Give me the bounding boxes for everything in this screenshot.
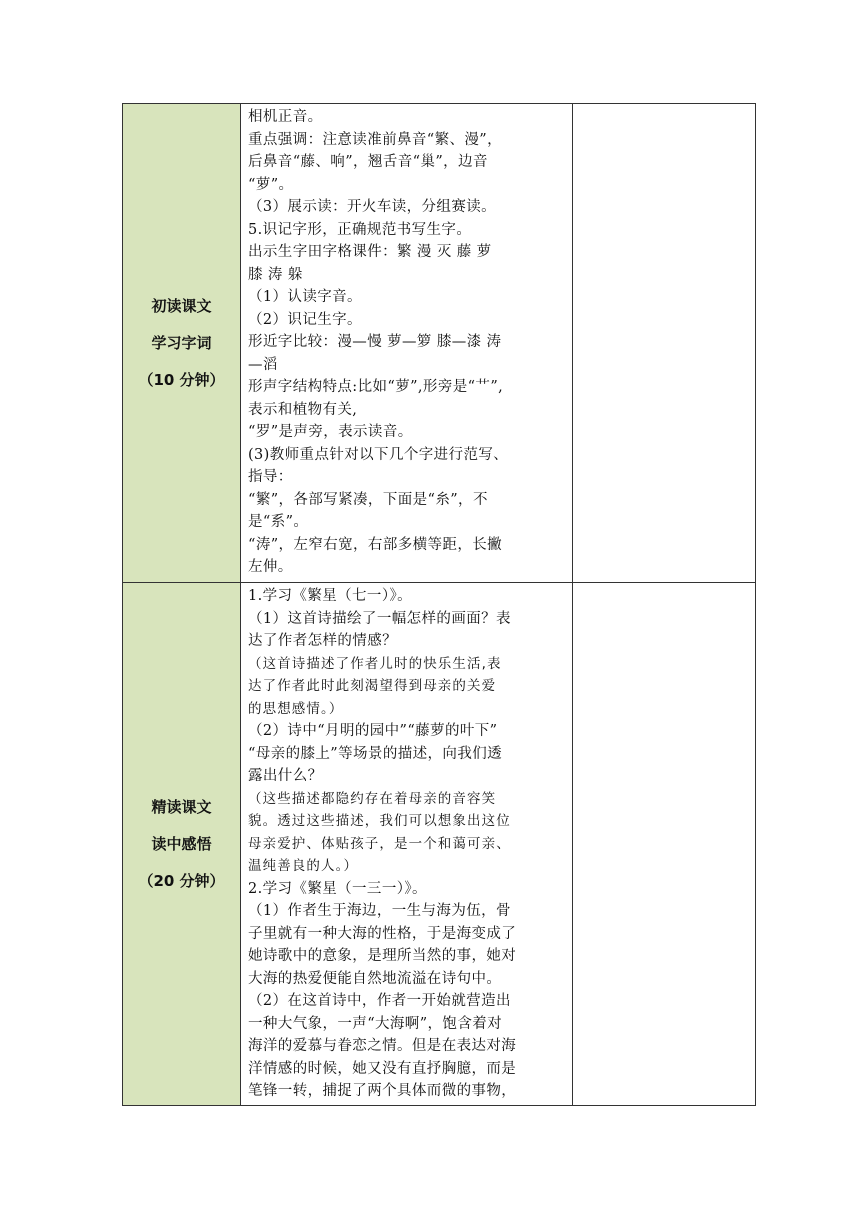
- content-line: 指导：: [248, 469, 293, 485]
- content-line: 笔锋一转，捕捉了两个具体而微的事物，: [248, 1083, 517, 1099]
- content-line: 露出什么？: [248, 768, 323, 784]
- content-line: 形声字结构特点:比如“萝”,形旁是“艹”,: [248, 379, 504, 395]
- content-line: 一种大气象，一声“大海啊”，饱含着对: [248, 1015, 503, 1032]
- content-line: 左伸。: [248, 559, 293, 575]
- content-line: 2.学习《繁星（一三一）》。: [248, 880, 427, 897]
- answer-line: 的思想感情。）: [248, 700, 344, 717]
- answer-line: （这些描述都隐约存在着母亲的音容笑: [248, 790, 497, 807]
- answer-line: 母亲爱护、体贴孩子，是一个和蔼可亲、: [248, 835, 511, 852]
- content-line: —滔: [248, 356, 278, 373]
- table-row: [123, 583, 756, 1106]
- content-line: 出示生字田字格课件：繁 漫 灭 藤 萝: [248, 244, 492, 260]
- content-cell: [241, 583, 573, 1106]
- content-line: 形近字比较：漫—慢 萝—箩 膝—漆 涛: [248, 334, 502, 350]
- notes-cell: [573, 104, 756, 583]
- stage-duration: （20 分钟）: [138, 872, 225, 890]
- answer-line: 貌。透过这些描述，我们可以想象出这位: [248, 813, 511, 829]
- stage-cell: [123, 583, 241, 1106]
- notes-cell: [573, 583, 756, 1106]
- content-line: （2）诗中“月明的园中”“藤萝的叶下”: [248, 723, 498, 739]
- content-line: “萝”。: [248, 176, 294, 193]
- lesson-plan-table: [122, 103, 756, 1106]
- content-line: 洋情感的时候，她又没有直抒胸臆，而是: [248, 1060, 517, 1077]
- answer-line: （这首诗描述了作者儿时的快乐生活,表: [248, 655, 502, 672]
- content-line: 5.识记字形，正确规范书写生字。: [248, 221, 472, 238]
- stage-duration: （10 分钟）: [138, 371, 225, 389]
- stage-subtitle: 学习字词: [151, 334, 212, 352]
- content-line: （2）识记生字。: [248, 311, 362, 328]
- stage-subtitle: 读中感悟: [151, 835, 212, 853]
- content-line: 是“系”。: [248, 514, 309, 530]
- content-cell: [241, 104, 573, 583]
- answer-line: 温纯善良的人。）: [248, 858, 359, 874]
- content-line: 表示和植物有关,: [248, 401, 358, 418]
- content-line: “繁”，各部写紧凑，下面是“糸”，不: [248, 491, 488, 508]
- content-line: （1）作者生于海边，一生与海为伍，骨: [248, 903, 511, 919]
- stage-title: 初读课文: [151, 297, 212, 315]
- content-line: 后鼻音“藤、响”，翘舌音“巢”，边音: [248, 154, 488, 170]
- stage-title: 精读课文: [151, 798, 212, 816]
- table-row: [123, 104, 756, 583]
- content-line: （1）认读字音。: [248, 289, 362, 305]
- content-line: 达了作者怎样的情感？: [248, 633, 397, 649]
- content-line: “涛”，左窄右宽，右部多横等距，长撇: [248, 536, 503, 553]
- content-line: 海洋的爱慕与眷恋之情。但是在表达对海: [248, 1038, 517, 1054]
- content-line: （2）在这首诗中，作者一开始就营造出: [248, 993, 511, 1009]
- content-line: 相机正音。: [248, 109, 323, 125]
- content-line: “母亲的膝上”等场景的描述，向我们透: [248, 745, 503, 762]
- content-line: 重点强调：注意读准前鼻音“繁、漫”，: [248, 131, 503, 148]
- stage-cell: [123, 104, 241, 583]
- content-line: (3)教师重点针对以下几个字进行范写、: [248, 446, 509, 463]
- content-line: 大海的热爱便能自然地流溢在诗句中。: [248, 970, 502, 987]
- content-line: （1）这首诗描绘了一幅怎样的画面？表: [248, 610, 511, 627]
- content-line: 膝 涛 躲: [248, 266, 303, 283]
- content-line: （3）展示读：开火车读，分组赛读。: [248, 199, 497, 215]
- content-line: 1.学习《繁星（七一）》。: [248, 588, 413, 604]
- answer-line: 达了作者此时此刻渴望得到母亲的关爱: [248, 678, 497, 694]
- content-line: “罗”是声旁，表示读音。: [248, 424, 413, 440]
- content-line: 她诗歌中的意象，是理所当然的事，她对: [248, 948, 517, 964]
- content-line: 子里就有一种大海的性格，于是海变成了: [248, 925, 517, 942]
